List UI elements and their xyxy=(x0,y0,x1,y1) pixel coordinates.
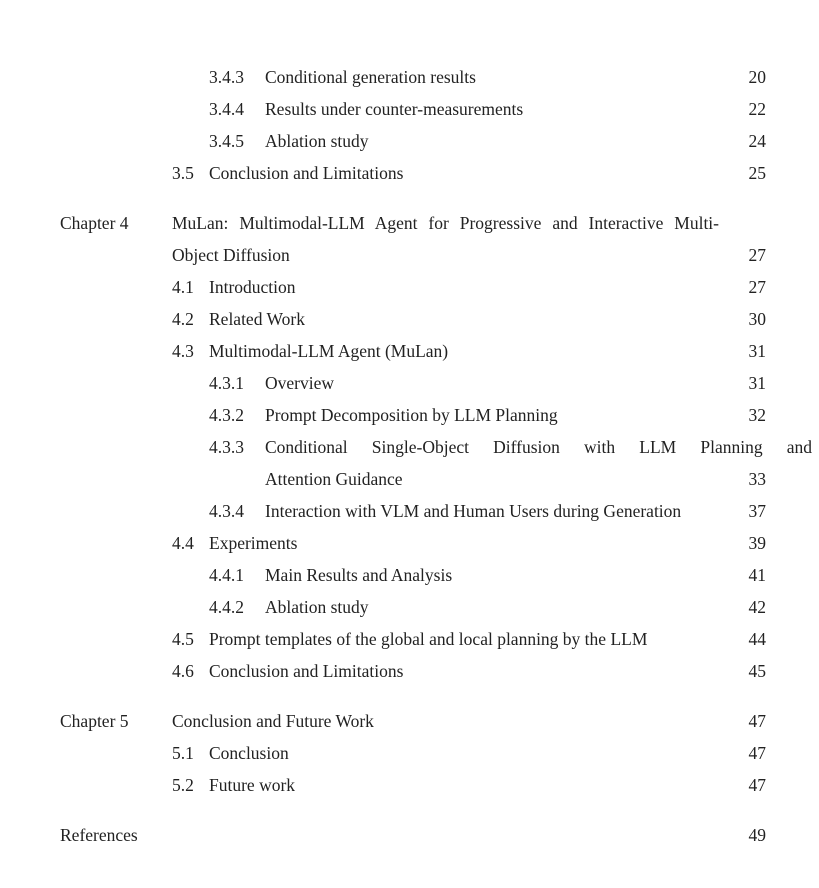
section-number: 5.2 xyxy=(172,775,194,795)
section-number: 3.4.4 xyxy=(209,99,244,119)
entry-title[interactable]: Conditional generation results xyxy=(265,67,476,87)
page-number[interactable]: 42 xyxy=(748,597,766,617)
toc-entry[interactable] xyxy=(0,495,819,527)
page-number[interactable]: 27 xyxy=(748,245,766,265)
section-number: 5.1 xyxy=(172,743,194,763)
section-number: 4.1 xyxy=(172,277,194,297)
chapter-label: Chapter 4 xyxy=(60,213,129,233)
page-number[interactable]: 27 xyxy=(748,277,766,297)
section-number: 3.4.5 xyxy=(209,131,244,151)
entry-title[interactable]: Future work xyxy=(209,775,296,795)
entry-title[interactable]: Conclusion and Limitations xyxy=(209,661,404,681)
section-number: 4.3.1 xyxy=(209,373,244,393)
entry-title[interactable]: Related Work xyxy=(209,309,305,329)
entry-title[interactable]: References xyxy=(60,825,138,845)
entry-title[interactable]: Interaction with VLM and Human Users during Generation xyxy=(265,501,682,521)
page-number[interactable]: 31 xyxy=(748,341,766,361)
section-number: 4.6 xyxy=(172,661,194,681)
section-number: 4.5 xyxy=(172,629,194,649)
toc-entry[interactable] xyxy=(0,399,819,431)
section-number: 4.4 xyxy=(172,533,194,553)
toc-entry[interactable] xyxy=(0,737,819,769)
section-number: 4.3.4 xyxy=(209,501,244,521)
page-number[interactable]: 37 xyxy=(748,501,766,521)
page-number[interactable]: 44 xyxy=(748,629,766,649)
page-number[interactable]: 20 xyxy=(748,67,766,87)
section-number: 3.4.3 xyxy=(209,67,244,87)
toc-entry[interactable] xyxy=(0,335,819,367)
toc-entry[interactable] xyxy=(0,431,819,463)
toc-entry[interactable] xyxy=(0,157,819,189)
entry-title[interactable]: Attention Guidance xyxy=(265,469,403,489)
entry-title[interactable]: Overview xyxy=(265,373,335,393)
toc-entry[interactable] xyxy=(0,303,819,335)
entry-title[interactable]: Object Diffusion xyxy=(172,245,290,265)
toc-entry[interactable] xyxy=(0,705,819,737)
page-number[interactable]: 30 xyxy=(748,309,766,329)
toc-entry[interactable] xyxy=(0,93,819,125)
section-number: 4.4.2 xyxy=(209,597,244,617)
toc-entry[interactable] xyxy=(0,61,819,93)
toc-entry[interactable] xyxy=(0,769,819,801)
page-number[interactable]: 47 xyxy=(748,711,766,731)
toc-entry[interactable] xyxy=(0,527,819,559)
page-number[interactable]: 41 xyxy=(748,565,766,585)
entry-title[interactable]: Conclusion xyxy=(209,743,289,763)
page-number[interactable]: 25 xyxy=(748,163,766,183)
entry-title[interactable]: Multimodal-LLM Agent (MuLan) xyxy=(209,341,449,361)
section-number: 3.5 xyxy=(172,163,194,183)
section-number: 4.3.2 xyxy=(209,405,244,425)
page-number[interactable]: 45 xyxy=(748,661,766,681)
page-number[interactable]: 31 xyxy=(748,373,766,393)
page-number[interactable]: 47 xyxy=(748,775,766,795)
entry-title[interactable]: MuLan: Multimodal-LLM Agent for Progressive and Interactive Multi- xyxy=(172,213,719,233)
page-number[interactable]: 32 xyxy=(748,405,766,425)
entry-title[interactable]: Conditional Single-Object Diffusion with LLM Planning and xyxy=(265,437,812,457)
entry-title[interactable]: Experiments xyxy=(209,533,298,553)
chapter-label: Chapter 5 xyxy=(60,711,129,731)
toc-entry[interactable] xyxy=(0,367,819,399)
page-number[interactable]: 33 xyxy=(748,469,766,489)
toc-entry[interactable] xyxy=(0,559,819,591)
entry-title[interactable]: Conclusion and Limitations xyxy=(209,163,404,183)
entry-title[interactable]: Prompt Decomposition by LLM Planning xyxy=(265,405,558,425)
page-number[interactable]: 24 xyxy=(748,131,766,151)
table-of-contents xyxy=(0,61,819,851)
toc-entry[interactable] xyxy=(0,125,819,157)
entry-title[interactable]: Ablation study xyxy=(265,597,369,617)
section-number: 4.2 xyxy=(172,309,194,329)
page-number[interactable]: 39 xyxy=(748,533,766,553)
entry-title[interactable]: Results under counter-measurements xyxy=(265,99,524,119)
page-number[interactable]: 22 xyxy=(748,99,766,119)
toc-entry[interactable] xyxy=(0,819,819,851)
entry-title[interactable]: Prompt templates of the global and local planning by the LLM xyxy=(209,629,648,649)
section-number: 4.3.3 xyxy=(209,437,244,457)
entry-title[interactable]: Ablation study xyxy=(265,131,369,151)
toc-entry[interactable] xyxy=(0,271,819,303)
entry-title[interactable]: Conclusion and Future Work xyxy=(172,711,374,731)
page-number[interactable]: 49 xyxy=(748,825,766,845)
toc-entry[interactable] xyxy=(0,623,819,655)
toc-entry-continuation[interactable] xyxy=(0,239,819,271)
entry-title[interactable]: Main Results and Analysis xyxy=(265,565,453,585)
toc-entry-continuation[interactable] xyxy=(0,463,819,495)
section-number: 4.4.1 xyxy=(209,565,244,585)
page-number[interactable]: 47 xyxy=(748,743,766,763)
toc-entry[interactable] xyxy=(0,655,819,687)
section-number: 4.3 xyxy=(172,341,194,361)
toc-entry[interactable] xyxy=(0,591,819,623)
toc-entry[interactable] xyxy=(0,207,819,239)
entry-title[interactable]: Introduction xyxy=(209,277,296,297)
